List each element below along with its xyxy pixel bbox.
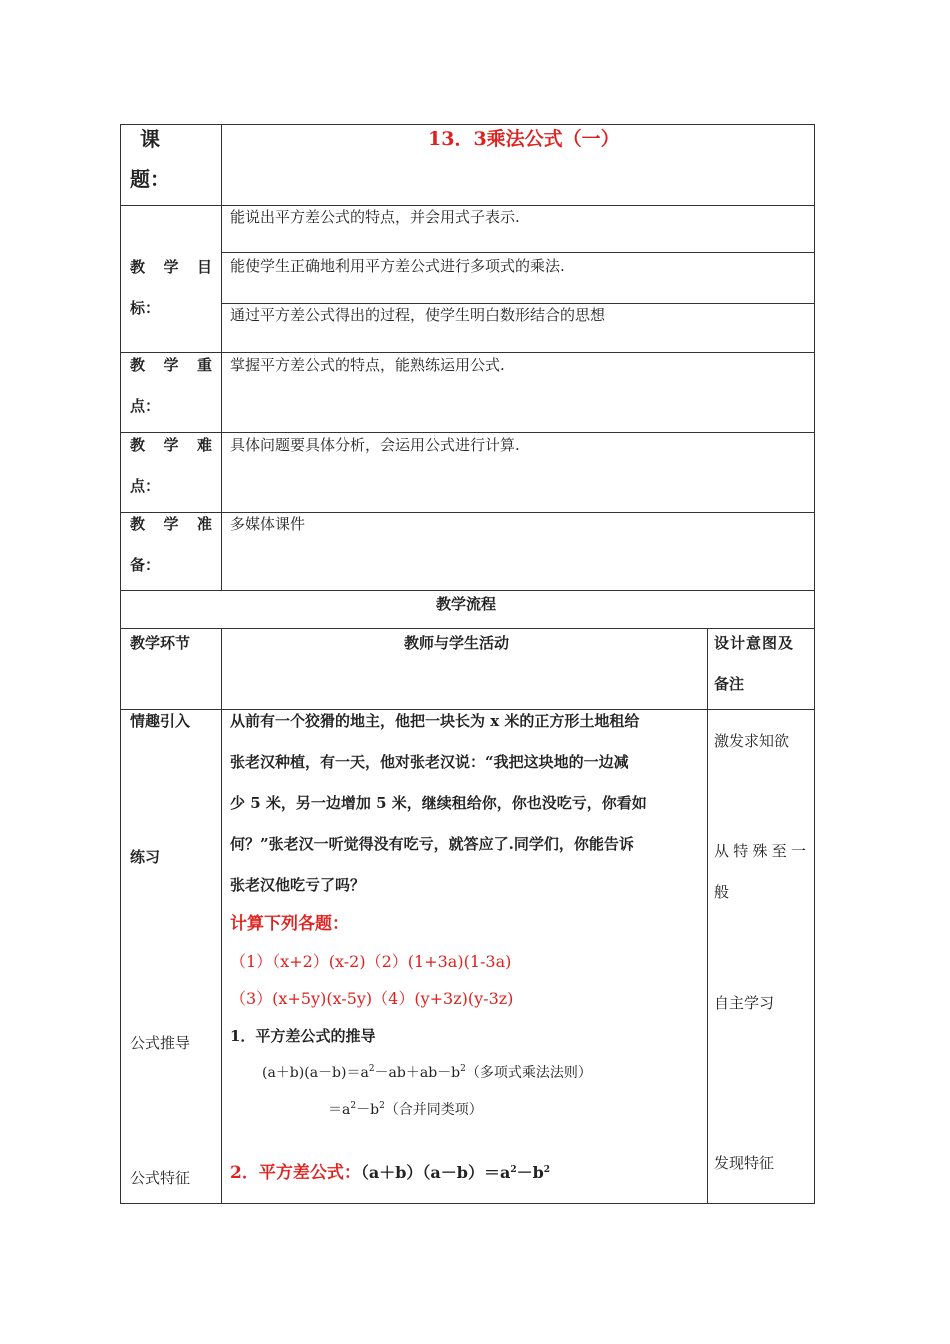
page-title: 13．3乘法公式（一） [428, 128, 620, 150]
note-motivation: 激发求知欲 [714, 732, 790, 750]
difficulties-label: 教 学 难 [130, 436, 212, 454]
note-discover-features: 发现特征 [714, 1154, 775, 1172]
derivation-eq-1: $(a+b)(a-b)=a^2-ab+ab-b^2$（多项式乘法法则） [262, 1064, 592, 1081]
note-special-to-general-2: 般 [714, 883, 730, 901]
note-special-to-general: 从 特 殊 至 一 [714, 842, 806, 860]
story-line: 从前有一个狡猾的地主，他把一块长为 x 米的正方形土地租给 [230, 712, 640, 730]
difficulties-label-2: 点： [130, 477, 161, 495]
exercises-heading: 计算下列各题： [230, 914, 349, 934]
stage-features: 公式特征 [130, 1169, 191, 1187]
objectives-label: 教 学 目 [130, 258, 212, 276]
note-self-study: 自主学习 [714, 994, 775, 1012]
flow-title: 教学流程 [436, 595, 497, 613]
preparation-label: 教 学 准 [130, 515, 212, 533]
lesson-plan-table [120, 124, 815, 1204]
story-line: 张老汉种植，有一天，他对张老汉说：“我把这块地的一边减 [230, 753, 629, 771]
story-line: 何？”张老汉一听觉得没有吃亏，就答应了.同学们，你能告诉 [230, 835, 634, 853]
formula-line: 2．平方差公式：$(a+b)(a-b)=a^2-b^2$ [230, 1163, 551, 1183]
exercise-line: （3）(x+5y)(x-5y)（4）(y+3z)(y-3z) [230, 989, 514, 1008]
col-notes-header: 设计意图及 [714, 634, 795, 652]
objective-item: 能说出平方差公式的特点，并会用式子表示. [230, 208, 520, 226]
exercise-line: （1）（x+2）(x-2)（2）(1+3a)(1-3a) [230, 952, 512, 971]
objectives-label-2: 标： [130, 299, 161, 317]
stage-practice: 练习 [130, 848, 161, 866]
title-label: 课 [140, 127, 160, 151]
col-stage-header: 教学环节 [130, 634, 191, 652]
derivation-eq-2: $=a^2-b^2$（合并同类项） [328, 1101, 483, 1118]
key-points-label-2: 点： [130, 397, 161, 415]
stage-intro: 情趣引入 [130, 712, 191, 730]
preparation-label-2: 备： [130, 556, 161, 574]
story-line: 张老汉他吃亏了吗？ [230, 876, 366, 894]
story-line: 少 5 米，另一边增加 5 米，继续租给你，你也没吃亏，你看如 [230, 794, 647, 812]
difficulties-text: 具体问题要具体分析，会运用公式进行计算. [230, 436, 520, 454]
objective-item: 能使学生正确地利用平方差公式进行多项式的乘法. [230, 257, 565, 275]
col-notes-header-2: 备注 [714, 675, 745, 693]
key-points-label: 教 学 重 [130, 356, 212, 374]
stage-derivation: 公式推导 [130, 1034, 191, 1052]
preparation-text: 多媒体课件 [230, 515, 306, 533]
col-activity-header: 教师与学生活动 [404, 634, 510, 652]
derivation-heading: 1．平方差公式的推导 [230, 1027, 376, 1045]
title-label-2: 题： [130, 167, 170, 191]
objective-item: 通过平方差公式得出的过程，使学生明白数形结合的思想 [230, 306, 606, 324]
key-points-text: 掌握平方差公式的特点，能熟练运用公式. [230, 356, 505, 374]
